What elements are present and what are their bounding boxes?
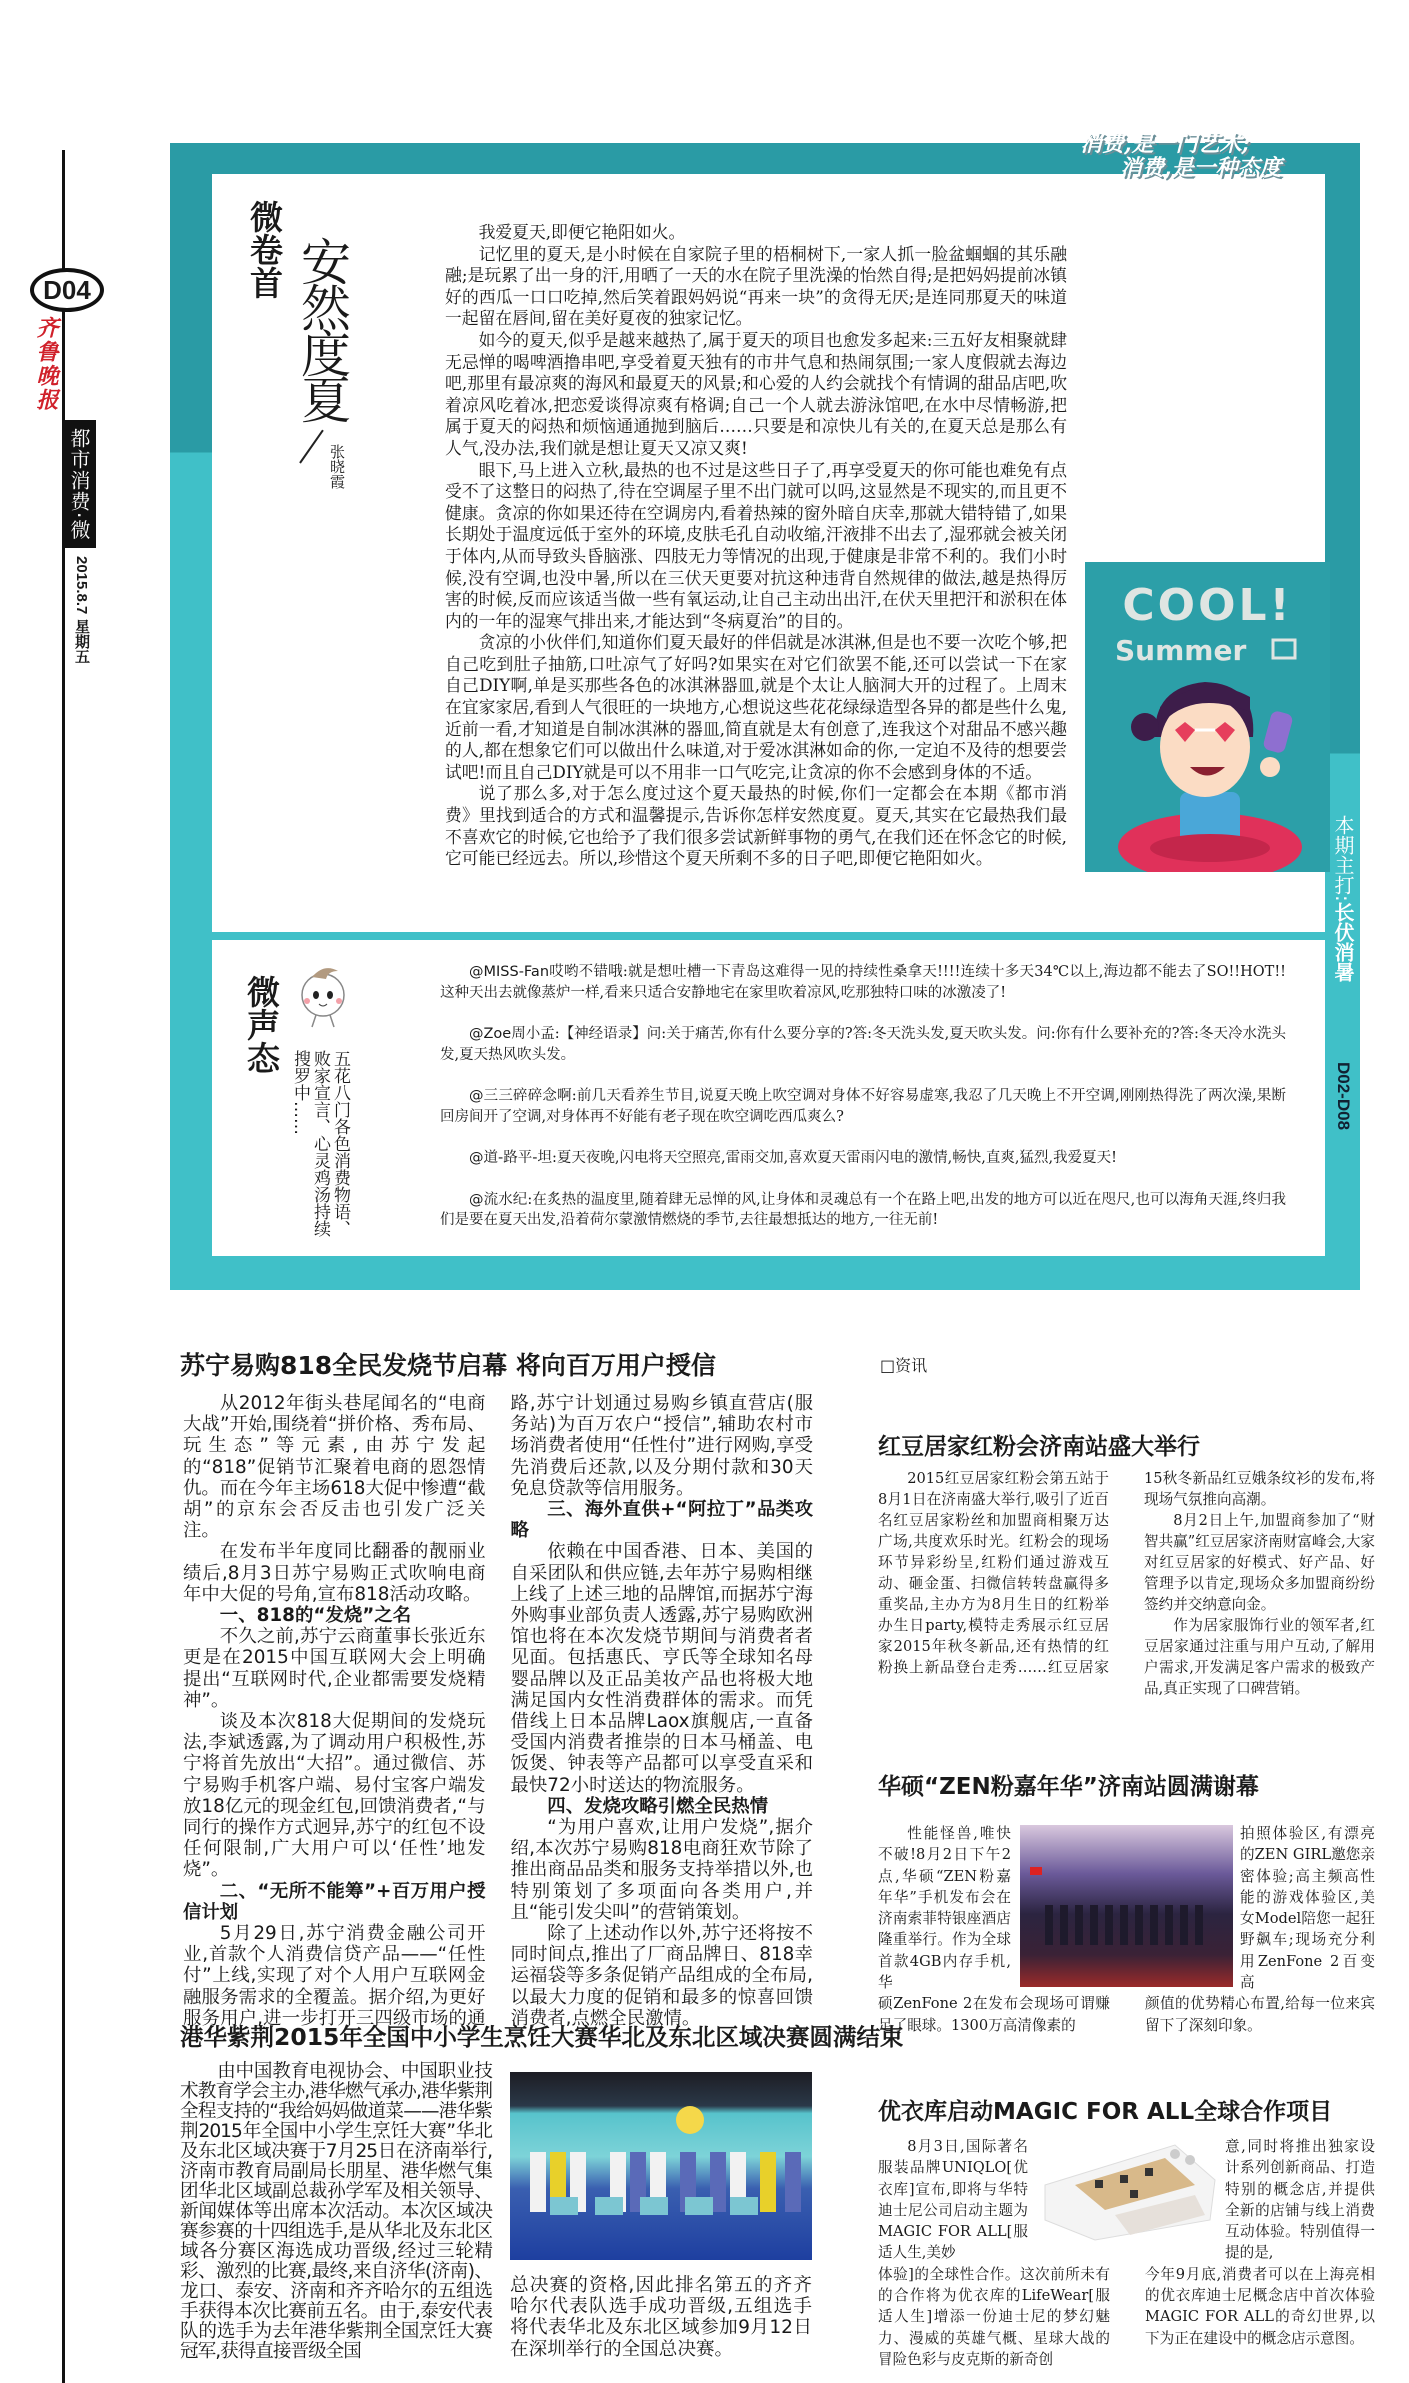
article-paragraph: 谈及本次818大促期间的发烧玩法,李斌透露,为了调动用户积极性,苏宁将首先放出“大招”。通过微信、苏宁易购手机客户端、易付宝客户端发放18亿元的现金红包,回馈消费者,“与同行的操作方式迥异,苏宁的红包不设任何限制,广大用户可以‘任性’地发烧”。: [183, 1711, 486, 1881]
issue-focus-label: [1330, 815, 1356, 982]
social-post: [440, 1190, 1286, 1231]
hongdou-body: [878, 1468, 1375, 1699]
page-number-badge: D04: [30, 268, 104, 312]
social-post: [440, 1024, 1286, 1065]
social-post: [440, 1148, 1286, 1169]
date-text: 2015.8.7: [73, 556, 90, 615]
micro-voices-tagline: 五花八门各色消费物语、败家宣言、心灵鸡汤持续搜罗中……: [290, 1050, 350, 1237]
article-paragraph: 除了上述动作以外,苏宁还将按不同时间点,推出了厂商品牌日、818幸运福袋等多条促销产品组成的全布局,以最大力度的促销和最多的惊喜回馈消费者,点燃全民激情。: [510, 1923, 813, 2029]
newspaper-logo: 齐鲁晚报: [33, 316, 59, 412]
social-post: [440, 962, 1286, 1003]
asus-body-left: 性能怪兽,唯快不破!8月2日下午2点,华硕“ZEN粉嘉年华”手机发布会在济南索菲特银座酒店隆重举行。作为全球首款4GB内存手机,华: [878, 1825, 1011, 1992]
asus-body-bottom-right: 颜值的优势精心布置,给每一位来宾留下了深刻印象。: [1145, 1995, 1375, 2034]
asus-body-bottom-left: 硕ZenFone 2在发布会现场可谓赚足了眼球。1300万高清像素的: [878, 1995, 1110, 2034]
asus-body-right: 拍照体验区,有漂亮的ZEN GIRL邀您亲密体验;高主频高性能的游戏体验区,美女Model陪您一起狂野飙车;现场充分利用ZenFone 2百变高: [1240, 1825, 1375, 1992]
column-name: 微卷首: [245, 200, 284, 299]
tagline-line-1: 消费,是一门艺术;: [1080, 131, 1250, 157]
feature-tagline: [1080, 132, 1340, 180]
article-paragraph: 从2012年街头巷尾闻名的“电商大战”开始,围绕着“拼价格、秀布局、玩生态”等元素,由苏宁发起的“818”促销节汇聚着电商的恩怨情仇。而在今年主场618大促中惨遭“截胡”的京东会否反击也引发广泛关注。: [183, 1393, 486, 1542]
micro-voices-posts: [440, 962, 1286, 1252]
post-text: :前几天看养生节目,说夏天晚上吹空调对身体不好容易虚寒,我忍了几天晚上不开空调,刚刚热得洗了两次澡,果断回房间开了空调,对身体再不好能有老子现在吹空调吃西瓜爽么?: [440, 1088, 1286, 1125]
article-subheading: 四、发烧攻略引燃全民热情: [547, 1795, 768, 1817]
suning-headline: 苏宁易购818全民发烧节启幕 将向百万用户授信: [180, 1351, 716, 1380]
illustration-cool-text: COOL!: [1122, 580, 1293, 631]
uniqlo-body-bottom-right: 今年9月底,消费者可以在上海亮相的优衣库迪士尼概念店中首次体验MAGIC FOR ALL的奇幻世界,以下为正在建设中的概念店示意图。: [1145, 2265, 1375, 2347]
post-text: :就是想吐槽一下青岛这难得一见的持续性桑拿天!!!!连续十多天34℃以上,海边都不能去了SO!!HOT!!这种天出去就像蒸炉一样,看来只适合安静地宅在家里吹着凉风,吃那独特口味的冰激凌了!: [440, 964, 1286, 1001]
post-handle: @三三碎碎念啊: [469, 1088, 572, 1104]
essay-paragraph: 记忆里的夏天,是小时候在自家院子里的梧桐树下,一家人抓一脸盆蝈蝈的其乐融融;是玩累了出一身的汗,用晒了一天的水在院子里洗澡的怡然自得;是把妈妈提前冰镇好的西瓜一口口吃掉,然后笑着跟妈妈说“再来一块”的贪得无厌;是连同那夏天的味道一起留在唇间,留在美好夏夜的独家记忆。: [445, 243, 1067, 329]
essay-author: 张晓霞: [328, 444, 346, 489]
uniqlo-headline: 优衣库启动MAGIC FOR ALL全球合作项目: [878, 2099, 1333, 2125]
article-subheading: 三、海外直供+“阿拉丁”品类攻略: [510, 1499, 813, 1542]
uniqlo-right-column: [1145, 2136, 1375, 2349]
group-photo-figures: [510, 2072, 812, 2260]
post-handle: @MISS-Fan哎哟不错哦: [469, 964, 623, 980]
article-paragraph: 2015红豆居家红粉会第五站于8月1日在济南盛大举行,吸引了近百名红豆居家粉丝和加盟商相聚万达广场,共度欢乐时光。红粉会的现场环节异彩纷呈,红粉们通过游戏互动、砸金蛋、扫微信转转盘赢得多重奖品,主办方为8月生日的红粉举办生日party,模特走秀展示红豆居家2015年秋冬新品,还有热情的红粉换上新品登台走秀……红豆居家15秋冬新品红豆娥条纹衫的发布,将现场气氛推向高潮。: [878, 1470, 1375, 1676]
asus-headline: 华硕“ZEN粉嘉年华”济南站圆满谢幕: [878, 1774, 1259, 1800]
essay-title: 安然度夏: [293, 236, 351, 420]
news-section-label: □资讯: [880, 1356, 928, 1375]
suning-body: [183, 1393, 813, 2029]
post-text: :【神经语录】问:关于痛苦,你有什么要分享的?答:冬天洗头发,夏天吹头发。问:你有什么要补充的?答:冬天冷水洗头发,夏天热风吹头发。: [440, 1026, 1286, 1063]
article-paragraph: “为用户喜欢,让用户发烧”,据介绍,本次苏宁易购818电商狂欢节除了推出商品品类和服务支持举措以外,也特别策划了多项面向各类用户,并且“能引发尖叫”的营销策划。: [510, 1817, 813, 1923]
essay-paragraph: 说了那么多,对于怎么度过这个夏天最热的时候,你们一定都会在本期《都市消费》里找到适合的方式和温馨提示,告诉你怎样安然度夏。夏天,其实在它最热我们最不喜欢它的时候,它也给予了我们很多尝试新鲜事物的勇气,在我们还在怀念它的时候,它可能已经远去。所以,珍惜这个夏天所剩不多的日子吧,即便它艳阳如火。: [445, 783, 1067, 869]
social-post: [440, 1086, 1286, 1127]
essay-paragraph: 贪凉的小伙伴们,知道你们夏天最好的伴侣就是冰淇淋,但是也不要一次吃个够,把自己吃到肚子抽筋,口吐凉气了好吗?如果实在对它们欲罢不能,还可以尝试一下在家自己DIY啊,单是买那些各色的冰淇淋器皿,就是个太让人脑洞大开的过程了。上周末在宜家家居,看到人气很旺的一块地方,心想说这些花花绿绿造型各异的都是些什么鬼,近前一看,才知道是自制冰淇淋的器皿,简直就是太有创意了,连我这个对甜品不感兴趣的人,都在想象它们可以做出什么味道,对于爱冰淇淋如命的你,一定迫不及待的想要尝试吧!而且自己DIY就是可以不用非一口气吃完,让贪凉的你不会感到身体的不适。: [445, 632, 1067, 782]
article-paragraph: 在发布半年度同比翻番的靓丽业绩后,8月3日苏宁易购正式吹响电商年中大促的号角,宣布818活动攻略。: [183, 1541, 486, 1605]
illustration-summer-text: Summer: [1115, 634, 1247, 667]
essay-paragraph: 如今的夏天,似乎是越来越热了,属于夏天的项目也愈发多起来:三五好友相聚就肆无忌惮的喝啤酒撸串吧,享受着夏天独有的市井气息和热闹氛围;一家人度假就去海边吧,那里有最凉爽的海风和最夏天的风景;和心爱的人约会就找个有情调的甜品店吧,吹着凉风吃着冰,把恋爱谈得凉爽有格调;自己一个人就去游泳馆吧,在水中尽情畅游,把属于夏天的闷热和烦恼通通抛到脑后……只要是和凉快儿有关的,在夏天总是那么有人气,没办法,我们就是想让夏天又凉又爽!: [445, 329, 1067, 458]
cooking-contest-photo: [510, 2072, 812, 2260]
section-label: 都市消费·微生活: [62, 420, 96, 548]
mascot-avatar-icon: [298, 963, 350, 1033]
girl-with-popsicle-drawing: [1085, 562, 1330, 872]
ganghua-headline: 港华紫荆2015年全国中小学生烹饪大赛华北及东北区域决赛圆满结束: [180, 2023, 904, 2051]
post-handle: @流水纪: [469, 1191, 528, 1208]
article-subheading: 一、818的“发烧”之名: [219, 1605, 412, 1627]
article-paragraph: 5月29日,苏宁消费金融公司开业,首款个人消费信贷产品——“任性付”上线,实现了对个人用户互联网金融服务需求的全覆盖。据介绍,为更好服务用户,进一步打开三四级市场的通路,苏宁计划通过易购乡镇直营店(服务站)为百万农户“授信”,辅助农村市场消费者使用“任性付”进行网购,享受先消费后还款,以及分期付款和30天免息贷款等信用服务。: [183, 1393, 813, 2029]
focus-pages: D02-D08: [1334, 1062, 1353, 1131]
hongdou-headline: 红豆居家红粉会济南站盛大举行: [878, 1434, 1200, 1460]
essay-paragraph: 我爱夏天,即便它艳阳如火。: [478, 222, 686, 242]
post-text: :夏天夜晚,闪电将天空照亮,雷雨交加,喜欢夏天雷雨闪电的激情,畅快,直爽,猛烈,我爱夏天!: [551, 1150, 1117, 1166]
post-text: :在炙热的温度里,随着肆无忌惮的风,让身体和灵魂总有一个在路上吧,出发的地方可以近在咫尺,也可以海角天涯,终归我们是要在夏天出发,沿着荷尔蒙激情燃烧的季节,去往最想抵达的地方,一往无前!: [440, 1191, 1286, 1228]
uniqlo-body-left: 8月3日,国际著名服装品牌UNIQLO[优衣库]宣布,即将与华特迪士尼公司启动主题为MAGIC FOR ALL[服适人生,美妙: [878, 2138, 1028, 2262]
asus-right-column: [1145, 1823, 1375, 2036]
focus-label: 本期主打:: [1331, 815, 1355, 902]
article-subheading: 二、“无所不能筹”+百万用户授信计划: [183, 1880, 486, 1923]
article-paragraph: 作为居家服饰行业的领军者,红豆居家通过注重与用户互动,了解用户需求,开发满足客户需求的极致产品,真正实现了口碑营销。: [1144, 1617, 1375, 1697]
article-paragraph: 不久之前,苏宁云商董事长张近东更是在2015中国互联网大会上明确提出“互联网时代,企业都需要发烧精神”。: [183, 1626, 486, 1711]
essay-body: [445, 222, 1067, 870]
weekday-text: 星期五: [73, 618, 90, 664]
uniqlo-body-bottom-left: 体验]的全球性合作。这次前所未有的合作将为优衣库的LifeWear[服适人生]增添一份迪士尼的梦幻魅力、漫威的英雄气概、星球大战的冒险色彩与皮克斯的新奇创: [878, 2265, 1110, 2368]
essay-paragraph: 眼下,马上进入立秋,最热的也不过是这些日子了,再享受夏天的你可能也难免有点受不了这整日的闷热了,待在空调屋子里不出门就可以吗,这显然是不现实的,而且更不健康。贪凉的你如果还待在空调房内,看着热辣的窗外暗自庆幸,那就大错特错了,如果长期处于温度远低于室外的环境,皮肤毛孔自动收缩,汗液排不出去了,湿邪就会被关闭于体内,从而导致头昏脑涨、四肢无力等情况的出现,于健康是非常不利的。我们小时候,没有空调,也没中暑,所以在三伏天更要对抗这种违背自然规律的做法,越是热得厉害的时候,反而应该适当做一些有氧运动,让自己主动出出汗,在伏天里把汗和淤积在体内的一年的湿寒气排出来,才能达到“冬病夏治”的目的。: [445, 459, 1067, 631]
article-paragraph: 依赖在中国香港、日本、美国的自采团队和供应链,去年苏宁易购相继上线了上述三地的品牌馆,而据苏宁海外购事业部负责人透露,苏宁易购欧洲馆也将在本次发烧节期间与消费者者见面。包括惠氏、亨氏等全球知名母婴品牌以及正品美妆产品也将极大地满足国内女性消费群体的需求。而凭借线上日本品牌Laox旗舰店,一直备受国内消费者推崇的日本马桶盖、电饭煲、钟表等产品都可以享受直采和最快72小时送达的物流服务。: [510, 1541, 813, 1796]
micro-voices-title: 微声态: [242, 975, 281, 1074]
tagline-line-2: 消费,是一种态度: [1120, 155, 1282, 181]
uniqlo-body-right: 意,同时将推出独家设计系列创新商品、打造特别的概念店,并提供全新的店铺与线上消费互动体验。特别值得一提的是,: [1225, 2138, 1375, 2262]
focus-topic: 长伏消暑: [1331, 901, 1355, 982]
ganghua-body: 由中国教育电视协会、中国职业技术教育学会主办,港华燃气承办,港华紫荆全程支持的“我给妈妈做道菜——港华紫荆2015年全国中小学生烹饪大赛”华北及东北区域决赛于7月25日在济南举行,济南市教育局副局长朋星、港华燃气集团华北区域副总裁孙学军及相关领导、新闻媒体等出席本次活动。本次区域决赛参赛的十四组选手,是从华北及东北区域各分赛区海选成功晋级,经过三轮精彩、激烈的比赛,最终,来自济华(济南)、龙口、泰安、济南和齐齐哈尔的五组选手获得本次比赛前五名。由于,泰安代表队的选手为去年港华紫荆全国烹饪大赛冠军,获得直接晋级全国: [180, 2061, 492, 2362]
post-handle: @道-路平-坦: [469, 1150, 552, 1166]
post-handle: @Zoe周小孟: [469, 1026, 555, 1042]
issue-date: [66, 556, 96, 664]
ganghua-body-continued: 总决赛的资格,因此排名第五的齐齐哈尔代表队选手成功晋级,五组选手将代表华北及东北区域参加9月12日在深圳举行的全国总决赛。: [510, 2275, 812, 2360]
cool-summer-illustration: [1085, 562, 1330, 872]
article-paragraph: 8月2日上午,加盟商参加了“财智共赢”红豆居家济南财富峰会,大家对红豆居家的好模式、好产品、好管理予以肯定,现场众多加盟商纷纷签约并交纳意向金。: [1144, 1512, 1376, 1613]
